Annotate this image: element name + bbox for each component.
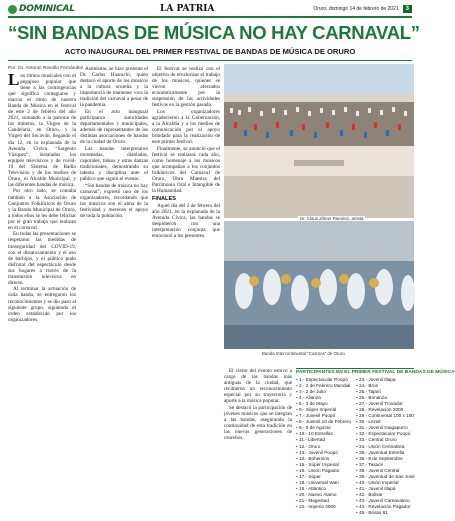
participant-item: ▪ 31.- Juvenil Gaigapurro [356,425,414,431]
participant-item: ▪ 38.- Juvenil Central [356,468,414,474]
participants-title: PARTICIPANTES EN EL PRIMER FESTIVAL DE BANDAS DE MÚSICA [296,370,455,375]
logo-icon [8,5,17,14]
participant-item: ▪ 27.- Juvenil Trovador [356,401,414,407]
article-column-3 [152,66,220,515]
participant-item: ▪ 45.- Brisas 81 [356,510,414,516]
participant-item: ▪ 20.- Nuevo Álamo [296,492,354,498]
article-column-4 [224,368,292,515]
participant-item: ▪ 30.- Lezali [356,419,414,425]
paragraph: Asimismo, se hizo presente el Dr. Carlos Huarachi, quien destacó el aporte de los músicos a la cultura orureña y la importancia de mantener viva la tradición del carnaval a pesar de la pandemia. [80,66,148,109]
participant-item: ▪ 10.- 10 Estrellas [296,431,354,437]
participant-item: ▪ 44.- Revelación Pagador [356,504,414,510]
participant-item: ▪ 23.- Juvenil Illapa [356,377,414,383]
paragraph: En todas las presentaciones se respetaron las medidas de bioseguridad del COVID-19, con el distanciamiento y el uso de barbijos, y el público pudo disfrutar del espectáculo desde sus hogares a través de la transmisión televisiva en directo. [8,231,76,286]
paragraph: Finalmente, se anunció que el festival se realizará cada año, como homenaje a los músicos que acompañan a los conjuntos folklóricos del Carnaval de Oruro, Obra Maestra del Patrimonio Oral e Intangible de la Humanidad. [152,145,220,195]
participant-item: ▪ 25.- Tajaní [356,389,414,395]
participant-item: ▪ 43.- Juvenil Carnavalero [356,498,414,504]
paragraph: Al terminar la actuación de cada banda, se entregaron los reconocimientos y se dio paso al siguiente grupo, siguiendo el orden establecido por los organizadores. [8,286,76,323]
paragraph: El cierre del evento estuvo a cargo de las bandas más antiguas de la ciudad, que recibieron un reconocimiento especial por su trayectoria y aporte a la música popular. [224,368,292,405]
participant-item: ▪ 14.- Bohemios [296,456,354,462]
participant-item: ▪ 15.- Súper Imperial [296,462,354,468]
participant-item: ▪ 11.- Libertad [296,437,354,443]
header-right [313,5,412,13]
participant-item: ▪ 26.- Bonanza [356,395,414,401]
participant-item: ▪ 5.- 3 de Mayo [296,401,354,407]
participant-item: ▪ 24.- Bros [356,383,414,389]
participant-item: ▪ 12.- Oruro [296,444,354,450]
photo-musicians-drawing [224,221,414,349]
participant-item: ▪ 42.- Bolivar [356,492,414,498]
paragraph: Aquel día del 2 de febrero del año 2021, en la explanada de la Avenida Cívica, las bandas se despidieron con una interpretación conjunta que emocionó a los presentes. [152,203,220,240]
participants-list-right [356,377,414,516]
participant-item: ▪ 39.- Juventud de San José [356,474,414,480]
participant-item: ▪ 28.- Revelación 2000 [356,407,414,413]
photo-caption-1: Dr. Claus Zilmer Ramirez, artista [300,216,364,221]
participant-item: ▪ 6.- Súper Imperial [296,407,354,413]
page-number: 3 [403,5,412,13]
paragraph: En el acto inaugural participaron autoridades departamentales y municipales, además de representantes de las distintas asociaciones de bandas de la ciudad de Oruro. [80,108,148,146]
participant-item: ▪ 4.- Alianza [296,395,354,401]
participant-item: ▪ 17.- Súper [296,474,354,480]
header-rule [8,16,412,18]
participant-item: ▪ 13.- Juvenil Poopó [296,450,354,456]
article-column-2 [80,66,148,515]
participants-list-left [296,377,354,516]
participant-item: ▪ 7.- Juvenil Poopó [296,413,354,419]
paragraph: Se destacó la participación de jóvenes músicos que se integran a las bandas, asegurando la continuidad de esta tradición en las nuevas generaciones de orureños. [224,404,292,442]
paragraph: os ritmos musicales con el pegajoso popular que tiene a las contingencias que significa contagiarse y marcar el ritmo de nuestra Banda de Música en el festival de este 2 de febrero del año 2021, sumando a la patrona de los mineros, la Virgen de la Candelaria, en Oruro, y la Virgen del Socavón, llegando el día 12, en la explanada de la Avenida Cívica “Sargento Vázquez”, instalados los equipos televisivos y de covid-19 del Sistema de Radio Televisión y de los medios de Oruro, el Alcalde Municipal, y las diferentes bandas de música. [8,73,76,188]
participant-item: ▪ 37.- Tasacé [356,462,414,468]
participant-item: ▪ 2.- 2 de Febrero Mundial [296,383,354,389]
paragraph: Las bandas interpretaron morenadas, diabladas, caporales, tinkus y otras danzas tradicionales, demostrando su talento y disciplina ante el público que siguió el evento. [80,145,148,183]
participant-item: ▪ 36.- 8 de Septiembre [356,456,414,462]
participant-item: ▪ 3.- 2 de Julio [296,389,354,395]
participant-item: ▪ 29.- Continental 100 x 100 [356,413,414,419]
headline: “SIN BANDAS DE MÚSICA NO HAY CARNAVAL” [8,22,420,43]
newspaper-name: LA PATRIA [160,4,215,14]
participant-item: ▪ 9.- 9 de Agosto [296,425,354,431]
photo-caption-2: Banda Intercontinental “Cosmos” de Oruro [262,351,345,356]
participant-item: ▪ 19.- Atlántico [296,486,354,492]
logo [8,4,75,14]
participant-item: ▪ 41.- Juvenil Illapa [356,486,414,492]
byline: Por: Dr. Antonio Revollo Fernández [8,66,84,71]
participant-item: ▪ 8.- Juvenil 10 de Febrero [296,419,354,425]
article-column-1 [8,70,76,515]
participant-item: ▪ 34.- Unión Centralista [356,444,414,450]
logo-text: DOMINICAL [19,4,75,14]
section-title: FINALES [152,196,176,203]
paragraph: El festival se realizó con el objetivo de revalorizar el trabajo de los músicos, quienes se vieron afectados económicamente por la suspensión de las actividades festivas en la gestión pasada. [152,66,220,109]
paragraph: Por otro lado, se contaba también a la Asociación de Conjuntos Folklóricos de Oruro y la Banda Municipal de Oruro, a todos ellos se les debe felicitar por el gran trabajo que realizan en el carnaval. [8,188,76,231]
participant-item: ▪ 16.- Unión Pagador [296,468,354,474]
participants-lists [296,377,414,516]
paragraph: Los organizadores agradecieron a la Gobernación, a la Alcaldía y a los medios de comunicación por el apoyo brindado para la realización de este primer festival. [152,108,220,146]
participant-item: ▪ 40.- Unión Imperial [356,480,414,486]
participant-item: ▪ 32.- Espectacular Poopó [356,431,414,437]
participant-item: ▪ 35.- Juventud Estrella [356,450,414,456]
subhead-rule [8,60,412,61]
subheadline: ACTO INAUGURAL DEL PRIMER FESTIVAL DE BANDAS DE MÚSICA DE ORURO [64,47,356,56]
participant-item: ▪ 1.- Espectacular Poopó [296,377,354,383]
page-header [8,3,412,15]
participant-item: ▪ 21.- Magestad [296,498,354,504]
photo-stage-drawing [224,64,414,218]
participant-item: ▪ 22.- Imperio 2000 [296,504,354,510]
issue-date: Oruro, domingo 14 de febrero de 2021 [313,6,399,12]
participants-box [296,368,455,517]
photo-band-stage [224,64,414,218]
participant-item: ▪ 18.- Universal Wari [296,480,354,486]
paragraph: “Sin bandas de música no hay carnaval”, expresó uno de los organizadores, recordando que los músicos son el alma de la festividad y merecen el apoyo de toda la población. [80,182,148,219]
photo-band-musicians [224,221,414,349]
participant-item: ▪ 33.- Central Oruro [356,437,414,443]
drop-cap: L [8,70,20,89]
